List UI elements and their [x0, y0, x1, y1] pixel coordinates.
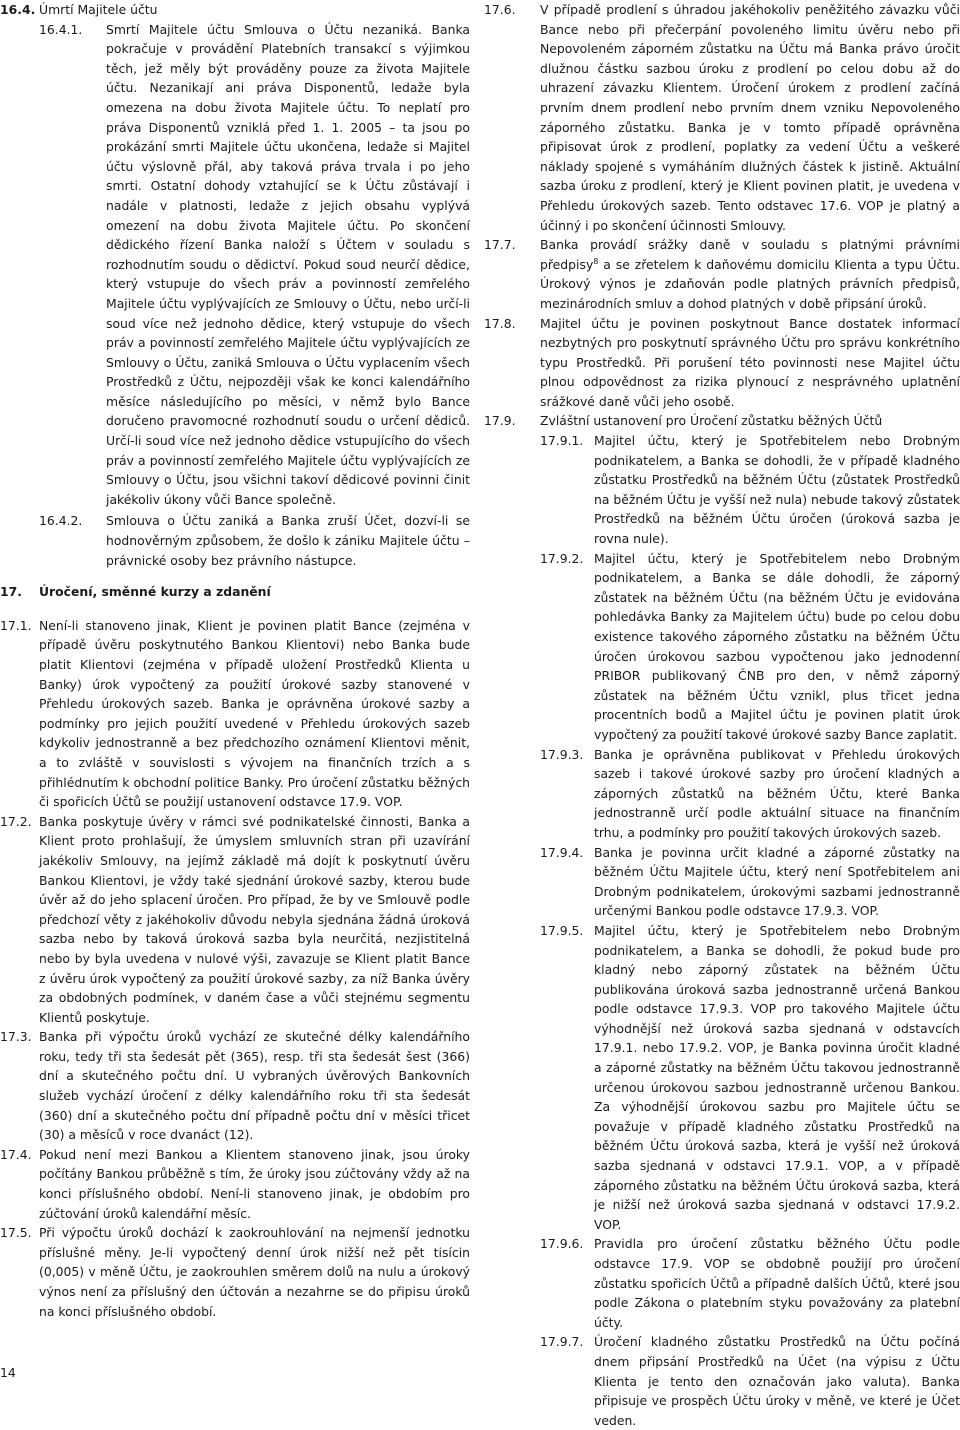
section-number: 16.4.2.: [39, 513, 83, 529]
section-17-9-3: [484, 745, 960, 843]
section-17-7: [484, 235, 960, 313]
section-17: [0, 582, 470, 602]
section-16-4: [0, 0, 470, 20]
section-text: Banka při výpočtu úroků vychází ze skutečné délky kalendářního roku, tedy tři sta šedesát pět (365), resp. tři sta šedesát šest (366) dní a skutečného počtu dní. U vybraných úvěrových Bankovních služeb vychází úročení z délky kalendářního roku tři sta šedesát (360) dní a skutečného počtu dní případně počtu dní v měsíci třicet (30) a měsíců v roce dvanáct (12).: [39, 1029, 470, 1143]
section-text: Banka je povinna určit kladné a záporné zůstatky na běžném Účtu Majitele účtu, který není Spotřebitelem ani Drobným podnikatelem, úrokovými sazbami jednostranně určenými Bankou podle odstavce 17.9.3. VOP.: [594, 844, 960, 919]
section-number: 17.8.: [484, 315, 516, 331]
section-text: Smlouva o Účtu zaniká a Banka zruší Účet, dozví-li se hodnověrným způsobem, že došlo k zániku Majitele účtu – právnické osoby bez právního nástupce.: [106, 513, 470, 568]
section-17-9-2: [484, 549, 960, 745]
footnote-ref[interactable]: 8: [593, 256, 599, 266]
section-number: 17.6.: [484, 2, 516, 17]
section-text: Majitel účtu, který je Spotřebitelem nebo Drobným podnikatelem, a Banka se dohodli, že v případě kladného zůstatku Prostředků na běžném Účtu (zůstatek Prostředků na běžném Účtu je vyšší než nula) nebude takový zůstatek Prostředků na běžném Účtu úročen (úroková sazba je rovna nule).: [594, 433, 960, 547]
section-number: 17.4.: [0, 1146, 32, 1162]
section-text: Banka poskytuje úvěry v rámci své podnikatelské činnosti, Banka a Klient proto prohlašují, že úmyslem smluvních stran při uzavírání jakékoliv Smlouvy, na jejímž základě má dojít k poskytnutí úvěru Bankou Klientovi, je vždy také sjednání úrokové sazby, kterou bude úvěr až do jeho splacení úročen. Pro případ, že by ve Smlouvě podle předchozí věty z jakéhokoliv důvodu nebyla sjednána žádná úroková sazba nebo by taková úroková sazba byla neurčitá, nezjistitelná nebo by byla uvedena v nulové výši, zavazuje se Klient platit Bance z úvěru úrok vypočtený za použití úrokové sazby, za níž Banka úvěry za obdobných podmínek, v daném čase a vůči stejnému segmentu Klientů poskytuje.: [39, 813, 470, 1025]
section-number: 17.3.: [0, 1029, 32, 1045]
section-number: 17.9.5.: [540, 922, 584, 938]
section-17-3: [0, 1027, 470, 1145]
section-17-9: [484, 411, 960, 431]
section-text: Majitel účtu, který je Spotřebitelem nebo Drobným podnikatelem, a Banka se dohodli, že pokud bude pro kladný nebo záporný zůstatek na běžném Účtu publikována úroková sazba jednostranně určená Bankou podle odstavce 17.9.3. VOP pro takového Majitele účtu výhodnější než úroková sazba sjednaná v odstavcích 17.9.1. nebo 17.9.2. VOP, je Banka povinna úročit kladné a záporné zůstatky na běžném Účtu takovou jednostranně určenou úrokovou sazbou jednostranně určenou Bankou. Za výhodnější úrokovou sazbu pro Majitele účtu se považuje v případě kladného zůstatku Prostředků na běžném Účtu úroková sazba, která je vyšší než úroková sazba sjednaná v odstavci 17.9.1. VOP, a v případě záporného zůstatku na běžném Účtu úroková sazba, která je nižší než úroková sazba sjednaná v odstavci 17.9.2. VOP.: [594, 922, 960, 1232]
section-number: 16.4.: [0, 2, 36, 17]
section-text-part: a se zřetelem k daňovému domicilu Klienta a typu Účtu. Úrokový výnos je zdaňován podle platných právních předpisů, mezinárodních smluv a dohod platných v době připsání úroků.: [540, 256, 960, 311]
left-column: [0, 0, 470, 1319]
section-number: 17.9.: [484, 413, 516, 429]
section-text: Majitel účtu, který je Spotřebitelem nebo Drobným podnikatelem, a Banka se dále dohodli, že záporný zůstatek na běžném Účtu (na běžném Účtu je evidována pohledávka Banky za Majitelem účtu) bude po celou dobu existence takového záporného zůstatku na běžném Účtu úročen úrokovou sazbou vypočtenou jako jednodenní PRIBOR publikovaný ČNB pro den, v němž záporný zůstatek na běžném Účtu vznikl, plus třicet jedna procentních bodů a Majitel účtu je povinen platit úrok vypočtený za použití takové úrokové sazby Bance zaplatit.: [594, 550, 960, 742]
section-16-4-2: [0, 511, 470, 570]
section-heading: Úmrtí Majitele účtu: [39, 2, 158, 17]
section-text: Zvláštní ustanovení pro Úročení zůstatku běžných Účtů: [540, 413, 883, 429]
section-text: Pokud není mezi Bankou a Klientem stanoveno jinak, jsou úroky počítány Bankou průběžně s tím, že úroky jsou zúčtovány vždy až na konci příslušného období. Není-li stanoveno jinak, je obdobím pro zúčtování úroků kalendářní měsíc.: [39, 1146, 470, 1221]
section-17-8: [484, 314, 960, 412]
section-text: Při výpočtu úroků dochází k zaokrouhlování na nejmenší jednotku příslušné měny. Je-li vypočtený denní úrok nižší než pět tisícin (0,005) v měně Účtu, je zaokrouhlen směrem dolů na nulu a úrokový výnos není za příslušný den účtován a nezahrne se do připisu úroků na konci příslušného období.: [39, 1225, 470, 1319]
section-number: 17.1.: [0, 617, 32, 633]
section-17-1: [0, 616, 470, 812]
section-text: Úročení kladného zůstatku Prostředků na Účtu počíná dnem připsání Prostředků na Účet (na výpisu z Účtu Klienta je tento den označován jako valuta). Banka připisuje ve prospěch Účtu úroky v měně, ve které je Účet veden.: [594, 1334, 960, 1428]
section-number: 17.9.4.: [540, 844, 584, 860]
section-number: 17.2.: [0, 813, 32, 829]
page-number: 14: [0, 1365, 16, 1380]
section-17-9-1: [484, 431, 960, 549]
section-17-9-7: [484, 1332, 960, 1430]
section-17-9-6: [484, 1234, 960, 1332]
section-text: Pravidla pro úročení zůstatku běžného Účtu podle odstavce 17.9. VOP se obdobně použijí pro úročení zůstatku spořicích Účtů a případně dalších Účtů, které jsou podle Zákona o platebním styku považovány za platební účty.: [594, 1236, 960, 1330]
section-17-4: [0, 1145, 470, 1223]
section-text: Není-li stanoveno jinak, Klient je povinen platit Bance (zejména v případě úvěru poskytnutého Bankou Klientovi) nebo Banka bude platit Klientovi (zejména v případě uložení Prostředků Klienta u Banky) úrok vypočtený za použití úrokové sazby stanovené v Přehledu úrokových sazeb. Banka je oprávněna úrokové sazby a podmínky pro jejich použití uvedené v Přehledu úrokových sazeb kdykoliv jednostranně a bez předchozího oznámení Klientovi měnit, a to zvláště v souvislosti s vývojem na finančních trzích a s přihlédnutím k obchodní politice Banky. Pro úročení zůstatku běžných či spořicích Účtů se použijí ustanovení odstavce 17.9. VOP.: [39, 617, 470, 810]
section-text: Majitel účtu je povinen poskytnout Bance dostatek informací nezbytných pro poskytnutí správného Účtu pro správu konkrétního typu Prostředků. Při porušení této povinnosti nese Majitel účtu plnou odpovědnost za rizika plynoucí z nesprávného uplatnění srážkové daně vůči jeho osobě.: [540, 315, 960, 409]
section-text: V případě prodlení s úhradou jakéhokoliv peněžitého závazku vůči Bance nebo při přečerpání povoleného limitu úvěru nebo při Nepovoleném záporném zůstatku na Účtu má Banka právo úročit dlužnou částku sazbou úroku z prodlení po celou dobu až do uhrazení závazku Klientem. Úročení úrokem z prodlení začíná prvním dnem prodlení nebo prvním dnem vzniku Nepovoleného záporného zůstatku. Banka je v tomto případě oprávněna připisovat úrok z prodlení, poplatky za vedení Účtu a veškeré náklady spojené s vymáháním dlužných částek k jistině. Aktuální sazba úroku z prodlení, který je Klient povinen platit, je uvedena v Přehledu úrokových sazeb. Tento odstavec 17.6. VOP je platný a účinný i po skončení účinnosti Smlouvy.: [540, 2, 960, 233]
section-number: 16.4.1.: [39, 21, 83, 37]
section-number: 17.9.3.: [540, 746, 584, 762]
section-number: 17.9.7.: [540, 1334, 584, 1350]
section-number: 17.9.2.: [540, 550, 584, 566]
section-number: 17.5.: [0, 1225, 32, 1241]
section-text-part: Banka provádí srážky daně v souladu s platnými právními předpisy: [540, 237, 960, 272]
section-number: 17.9.1.: [540, 433, 584, 449]
section-17-2: [0, 812, 470, 1028]
section-17-9-5: [484, 921, 960, 1235]
section-text: [540, 235, 960, 313]
section-17-6: [484, 0, 960, 235]
section-number: 17.9.6.: [540, 1236, 584, 1252]
section-17-9-4: [484, 843, 960, 921]
section-number: 17.: [0, 584, 22, 600]
right-column: [484, 0, 960, 1430]
section-16-4-1: [0, 20, 470, 510]
section-17-5: [0, 1223, 470, 1321]
section-text: Banka je oprávněna publikovat v Přehledu úrokových sazeb i takové úrokové sazby pro úročení kladných a záporných zůstatků na běžném Účtu, které Banka jednostranně určí podle aktuální situace na finančním trhu, a podmínky pro použití takových úrokových sazeb.: [594, 746, 960, 840]
section-number: 17.7.: [484, 237, 516, 253]
section-heading: Úročení, směnné kurzy a zdanění: [39, 584, 271, 600]
section-text: Smrtí Majitele účtu Smlouva o Účtu nezaniká. Banka pokračuje v provádění Platebních transakcí s výjimkou těch, jež měly být prováděny pouze za života Majitele účtu. Nezanikají ani práva Disponentů, ledaže byla omezena na dobu života Majitele účtu. To neplatí pro práva Disponentů vzniklá před 1. 1. 2005 – ta jsou po prokázání smrti Majitele účtu ukončena, ledaže si Majitel účtu výslovně přál, aby taková práva trvala i po jeho smrti. Ostatní dohody vztahující se k Účtu zůstávají i nadále v platnosti, ledaže z jejich obsahu vyplývá omezení na dobu života Majitele účtu. Po skončení dědického řízení Banka naloží s Účtem v souladu s rozhodnutím soudu o dědictví. Pokud soud neurčí dědice, který vstupuje do všech práv a povinností zemřelého Majitele účtu vyplývajících ze Smlouvy o Účtu, nebo určí-li soud více než jednoho dědice, který vstupuje do všech práv a povinností zemřelého Majitele účtu vyplývajících ze Smlouvy o Účtu, zaniká Smlouva o Účtu vyplacením všech Prostředků z Účtu, nejpozději však ke konci kalendářního měsíce následujícího po měsíci, v němž bylo Bance doručeno pravomocné rozhodnutí soudu o určení dědiců. Určí-li soud více než jednoho dědice vstupujícího do všech práv a povinností zemřelého Majitele účtu vyplývajících ze Smlouvy o Účtu, jsou všichni takoví dědicové povinni činit jakékoliv úkony vůči Bance společně.: [106, 21, 470, 507]
